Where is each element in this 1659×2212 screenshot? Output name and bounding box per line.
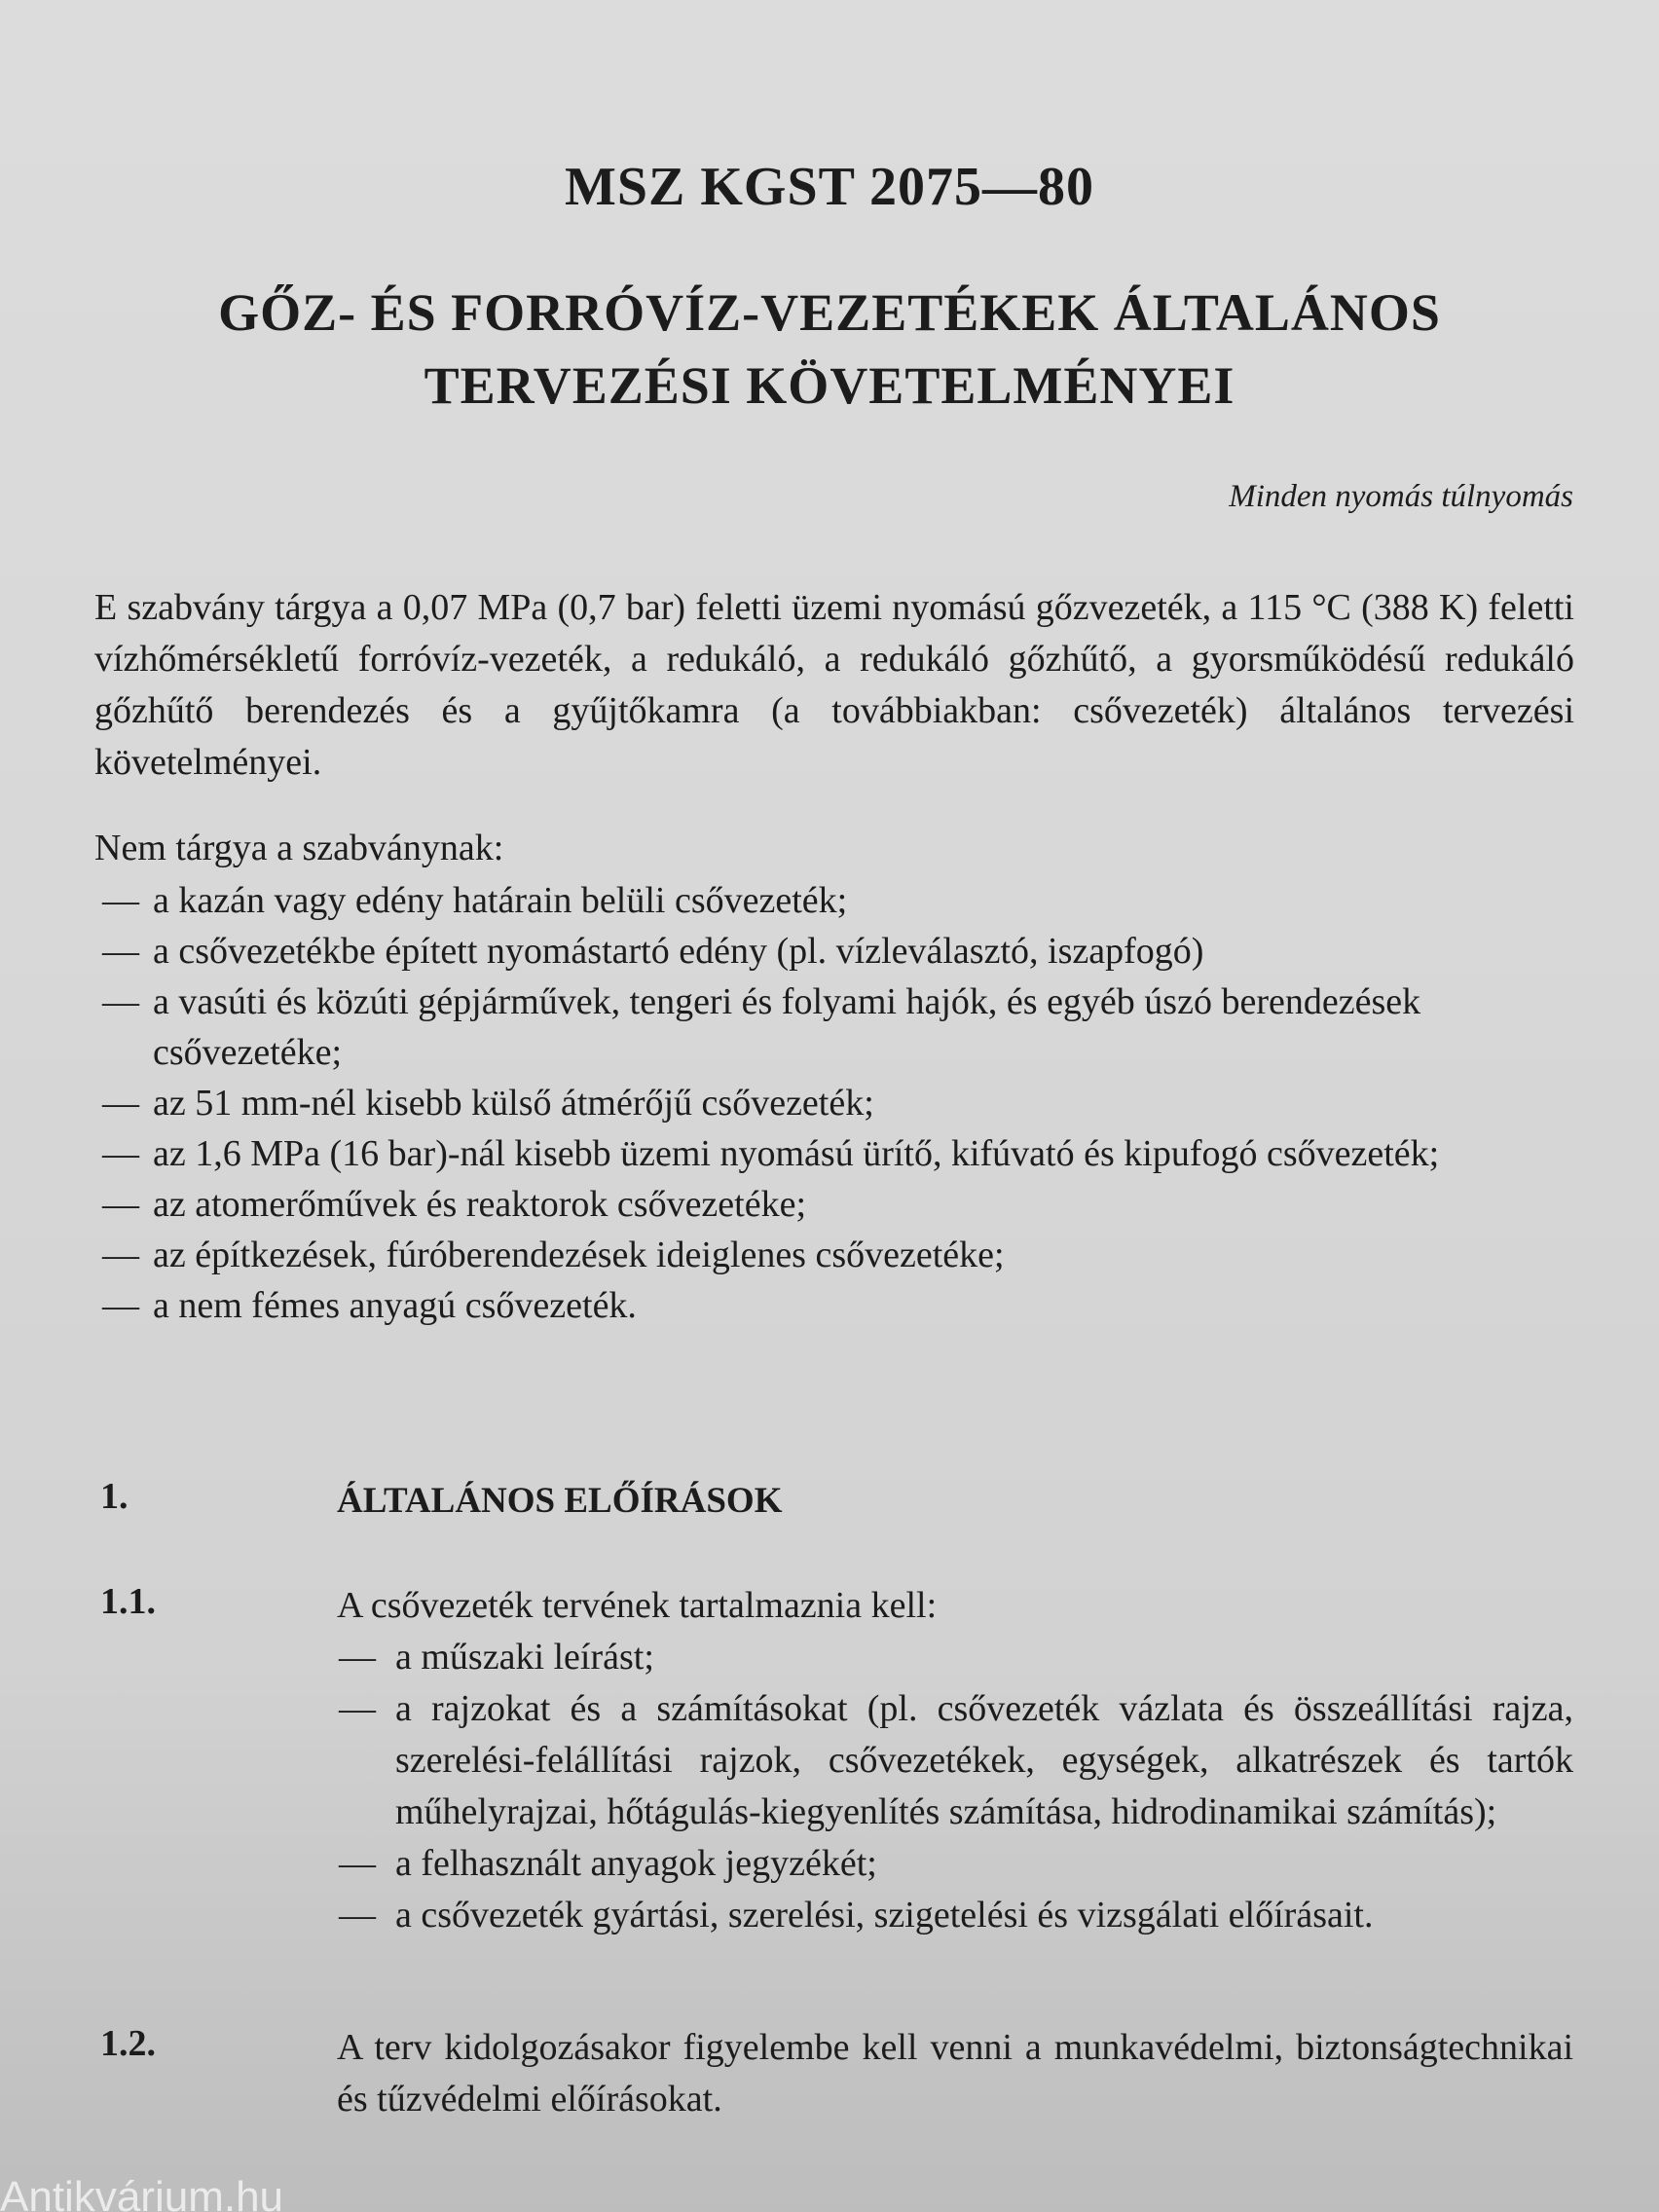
section-number: 1.2. xyxy=(100,2023,156,2064)
section-title: ÁLTALÁNOS ELŐÍRÁSOK xyxy=(337,1481,783,1521)
exclusions-heading: Nem tárgya a szabványnak: xyxy=(94,828,504,868)
list-item: — a nem fémes anyagú csővezeték. xyxy=(102,1285,637,1326)
title-line-1: GŐZ- ÉS FORRÓVÍZ-VEZETÉKEK ÁLTALÁNOS xyxy=(218,283,1441,342)
intro-text: E szabvány tárgya a 0,07 MPa (0,7 bar) feletti üzemi nyomású gőzvezeték, a 115 °C (388 K) feletti vízhőmérsékletű forróvíz-vezeték, a redukáló, a redukáló gőzhűtő, a gyorsműködésű redukáló gőzhűtő berendezés és a gyűjtőkamra (a továbbiakban: csővezeték) általános tervezési követelményei. xyxy=(94,587,1574,783)
list-item: — a kazán vagy edény határain belüli csővezeték; xyxy=(102,880,848,921)
section-number: 1.1. xyxy=(100,1581,156,1622)
intro-paragraph xyxy=(94,582,1574,789)
list-item: — az 1,6 MPa (16 bar)-nál kisebb üzemi nyomású ürítő, kifúvató és kipufogó csővezeték; xyxy=(102,1133,1440,1174)
pressure-note: Minden nyomás túlnyomás xyxy=(1229,479,1573,514)
list-item: — az atomerőművek és reaktorok csővezetéke; xyxy=(102,1184,807,1225)
list-item: — a rajzokat és a számításokat (pl. csővezeték vázlata és összeállítási rajza, szerelési-felállítási rajzok, csővezetékek, egységek, alkatrészek és tartók műhelyrajzai, hőtágulás-kiegyenlítés számítása, hidrodinamikai számítás); xyxy=(339,1688,1573,1832)
watermark: Antikvárium.hu xyxy=(0,2173,284,2212)
list-item: — a felhasznált anyagok jegyzékét; xyxy=(339,1843,877,1884)
list-item: — az építkezések, fúróberendezések ideiglenes csővezetéke; xyxy=(102,1235,1005,1275)
exclusions-list xyxy=(94,823,1584,1331)
section-text: A terv kidolgozásakor figyelembe kell venni a munkavédelmi, biztonságtechnikai és tűzvédelmi előírásokat. xyxy=(337,2027,1573,2120)
list-item: — a műszaki leírást; xyxy=(339,1637,654,1677)
section-text: A csővezeték tervének tartalmaznia kell: xyxy=(337,1585,938,1626)
list-item: — az 51 mm-nél kisebb külső átmérőjű csővezeték; xyxy=(102,1083,874,1124)
title-line-2: TERVEZÉSI KÖVETELMÉNYEI xyxy=(424,356,1235,415)
section-number: 1. xyxy=(100,1476,129,1517)
standard-code: MSZ KGST 2075—80 xyxy=(565,157,1094,217)
list-item: — a csővezeték gyártási, szerelési, szigetelési és vizsgálati előírásait. xyxy=(339,1895,1374,1936)
list-item: — a csővezetékbe épített nyomástartó edény (pl. vízleválasztó, iszapfogó) xyxy=(102,931,1204,972)
list-item: — a vasúti és közúti gépjárművek, tengeri és folyami hajók, és egyéb úszó berendezések csővezetéke; xyxy=(102,981,1421,1073)
plan-contents-list xyxy=(337,1632,1573,1941)
